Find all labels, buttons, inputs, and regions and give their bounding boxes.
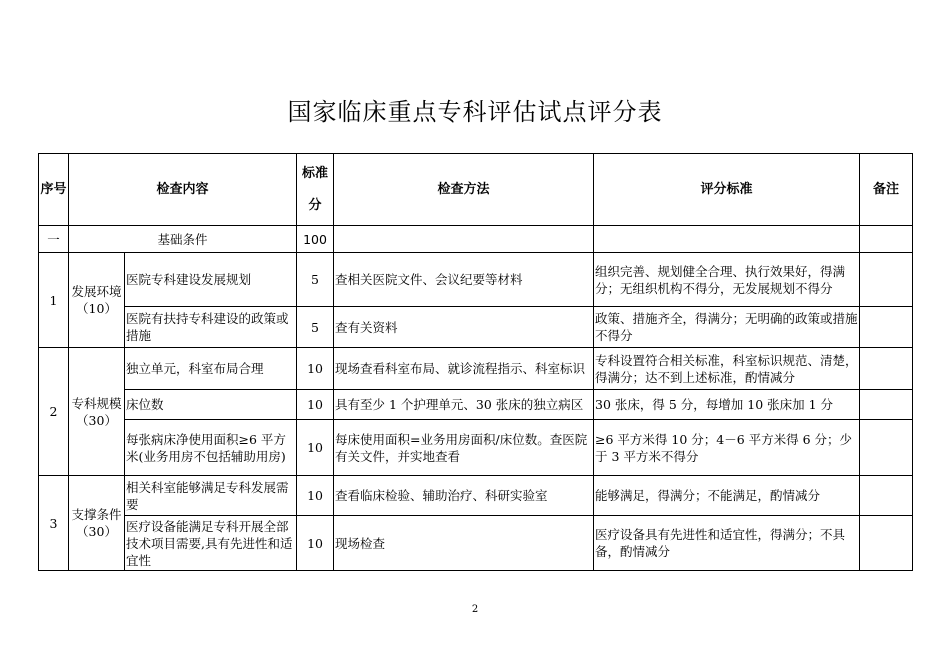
item-score: 10 [297, 390, 334, 420]
item-score: 10 [297, 476, 334, 516]
section-no: 一 [39, 226, 69, 253]
item-remark [860, 253, 913, 307]
item-method: 查看临床检验、辅助治疗、科研实验室 [334, 476, 594, 516]
item-score: 10 [297, 420, 334, 476]
item-method: 现场检查 [334, 516, 594, 571]
category-cell [69, 253, 125, 348]
item-method: 查有关资料 [334, 307, 594, 348]
category-score: （30） [76, 412, 117, 428]
section-method [334, 226, 594, 253]
item-method: 每床使用面积=业务用房面积/床位数。查医院有关文件，并实地查看 [334, 420, 594, 476]
item-content: 每张病床净使用面积≥6 平方米(业务用房不包括辅助用房) [125, 420, 297, 476]
item-score: 10 [297, 348, 334, 390]
table-row [39, 476, 913, 516]
section-score: 100 [297, 226, 334, 253]
category-no: 3 [39, 476, 69, 571]
category-score: （10） [76, 301, 117, 316]
item-criteria: 专科设置符合相关标准，科室标识规范、清楚，得满分；达不到上述标准，酌情减分 [594, 348, 860, 390]
header-score-line2: 分 [308, 197, 322, 213]
header-remark: 备注 [860, 154, 913, 226]
item-content: 医院有扶持专科建设的政策或措施 [125, 307, 297, 348]
category-cell [69, 348, 125, 476]
item-remark [860, 476, 913, 516]
header-criteria: 评分标准 [594, 154, 860, 226]
item-remark [860, 307, 913, 348]
item-score: 5 [297, 253, 334, 307]
document-title: 国家临床重点专科评估试点评分表 [287, 98, 663, 126]
item-criteria: 政策、措施齐全，得满分；无明确的政策或措施不得分 [594, 307, 860, 348]
table-header-row [39, 154, 913, 226]
item-content: 相关科室能够满足专科发展需要 [125, 476, 297, 516]
category-score: （30） [76, 524, 117, 539]
table-row [39, 390, 913, 420]
item-criteria: 能够满足，得满分；不能满足，酌情减分 [594, 476, 860, 516]
category-no: 2 [39, 348, 69, 476]
section-remark [860, 226, 913, 253]
item-method: 现场查看科室布局、就诊流程指示、科室标识 [334, 348, 594, 390]
item-criteria: 30 张床，得 5 分，每增加 10 张床加 1 分 [594, 390, 860, 420]
header-score [297, 154, 334, 226]
category-no: 1 [39, 253, 69, 348]
header-no: 序号 [39, 154, 69, 226]
category-cell [69, 476, 125, 571]
item-content: 床位数 [125, 390, 297, 420]
header-score-line1: 标准 [302, 165, 329, 181]
table-row [39, 420, 913, 476]
category-name: 发展环境 [71, 284, 122, 299]
header-method: 检查方法 [334, 154, 594, 226]
item-method: 查相关医院文件、会议纪要等材料 [334, 253, 594, 307]
item-content: 独立单元，科室布局合理 [125, 348, 297, 390]
evaluation-score-table [38, 153, 913, 571]
item-criteria: ≥6 平方米得 10 分；4－6 平方米得 6 分；少于 3 平方米不得分 [594, 420, 860, 476]
header-content: 检查内容 [69, 154, 297, 226]
item-criteria: 医疗设备具有先进性和适宜性，得满分；不具备，酌情减分 [594, 516, 860, 571]
table-row [39, 253, 913, 307]
item-criteria: 组织完善、规划健全合理、执行效果好，得满分；无组织机构不得分，无发展规划不得分 [594, 253, 860, 307]
table-row [39, 307, 913, 348]
section-criteria [594, 226, 860, 253]
item-content: 医疗设备能满足专科开展全部技术项目需要,具有先进性和适宜性 [125, 516, 297, 571]
item-remark [860, 390, 913, 420]
item-score: 5 [297, 307, 334, 348]
item-remark [860, 420, 913, 476]
page-number: 2 [471, 604, 479, 615]
table-row [39, 516, 913, 571]
section-name: 基础条件 [69, 226, 297, 253]
item-score: 10 [297, 516, 334, 571]
item-remark [860, 348, 913, 390]
table-row [39, 348, 913, 390]
item-remark [860, 516, 913, 571]
item-content: 医院专科建设发展规划 [125, 253, 297, 307]
item-method: 具有至少 1 个护理单元、30 张床的独立病区 [334, 390, 594, 420]
section-row [39, 226, 913, 253]
category-name: 支撑条件 [71, 507, 122, 522]
category-name: 专科规模 [71, 395, 122, 411]
